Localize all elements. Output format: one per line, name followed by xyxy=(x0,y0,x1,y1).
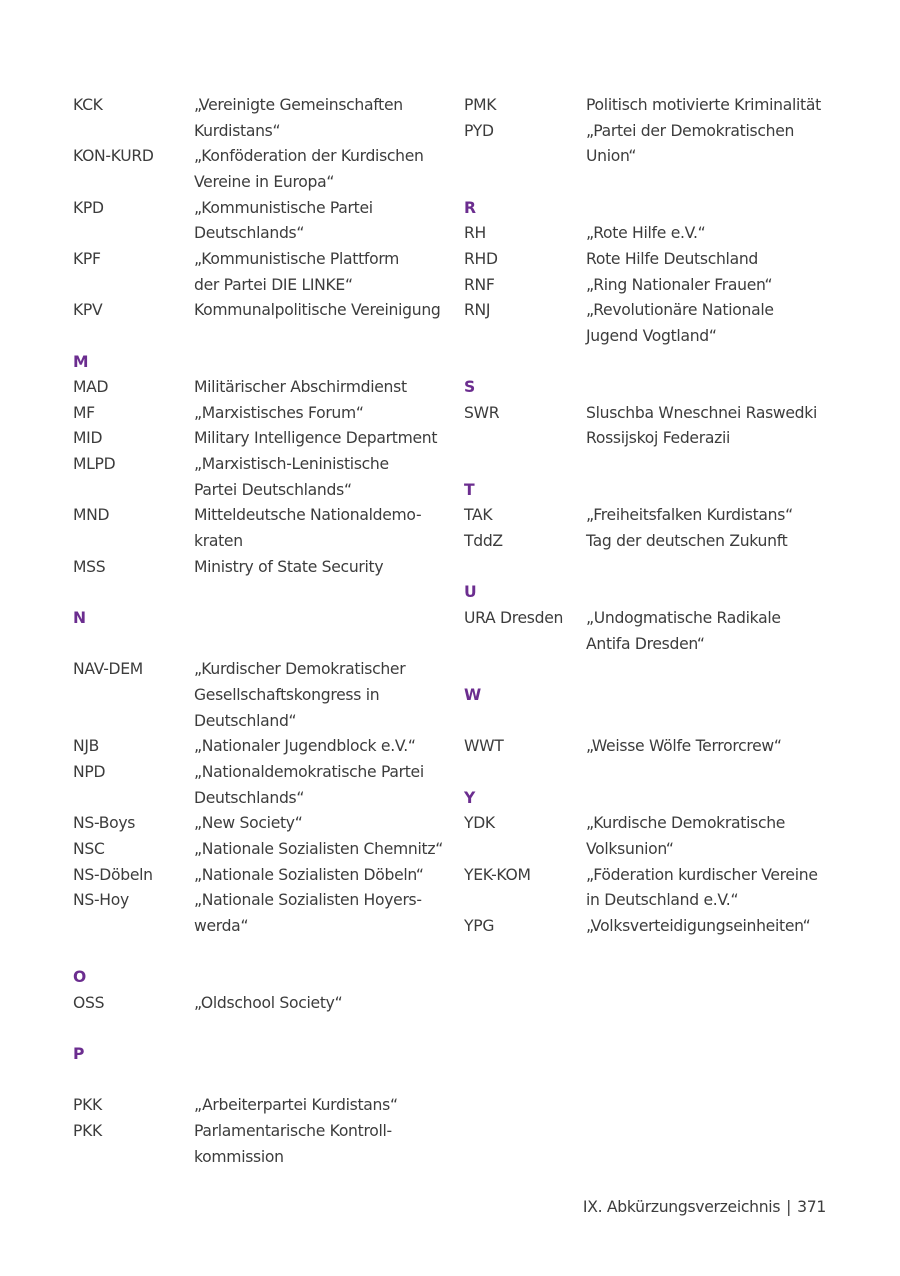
definition xyxy=(194,247,399,298)
definition xyxy=(586,221,705,247)
definition xyxy=(586,119,794,170)
definition-line: „Weisse Wölfe Terrorcrew“ xyxy=(586,737,782,756)
definition-line: „Vereinigte Gemeinschaften xyxy=(194,96,403,114)
section-letter: R xyxy=(464,198,476,217)
definition-line: „Nationale Sozialisten Chemnitz“ xyxy=(194,839,444,858)
abbreviation: PKK xyxy=(73,1122,102,1140)
definition-line: „New Society“ xyxy=(194,814,303,833)
abbreviation: WWT xyxy=(464,737,504,756)
definition-line: „Kurdische Demokratische xyxy=(586,814,786,833)
definition xyxy=(586,863,818,914)
abbreviation: NPD xyxy=(73,762,106,781)
abbreviation: PYD xyxy=(464,121,494,140)
definition-line: „Föderation kurdischer Vereine xyxy=(586,865,818,884)
definition xyxy=(586,401,817,452)
definition-line: kraten xyxy=(194,532,243,551)
definition-line: Vereine in Europa“ xyxy=(194,172,335,191)
definition xyxy=(194,657,405,734)
abbreviation: PKK xyxy=(73,1096,102,1115)
abbreviation: NSC xyxy=(73,839,105,858)
abbreviation: KPV xyxy=(73,301,103,320)
definition xyxy=(586,811,785,862)
definition-line: „Nationaldemokratische Partei xyxy=(194,762,424,781)
definition-line: Military Intelligence Department xyxy=(194,429,438,448)
definition-line: „Kurdischer Demokratischer xyxy=(194,660,406,679)
abbreviation: NS-Döbeln xyxy=(73,865,153,884)
section-letter: O xyxy=(73,968,86,987)
definition-line: „Nationaler Jugendblock e.V.“ xyxy=(194,737,416,756)
abbreviation: KPD xyxy=(73,198,104,217)
definition xyxy=(586,529,787,555)
definition-line: Deutschlands“ xyxy=(194,224,305,243)
section-letter: N xyxy=(73,609,86,627)
abbreviation: NJB xyxy=(73,737,100,756)
section-letter: Y xyxy=(464,788,475,807)
abbreviation: NAV-DEM xyxy=(73,660,143,679)
definition xyxy=(194,1119,392,1170)
definition-line: Antifa Dresden“ xyxy=(586,634,705,653)
abbreviation: NS-Hoy xyxy=(73,891,129,910)
abbreviation: URA Dresden xyxy=(464,609,564,627)
section-letter: T xyxy=(464,480,475,499)
definition xyxy=(194,991,342,1017)
definition xyxy=(194,760,424,811)
definition-line: „Volksverteidigungseinheiten“ xyxy=(586,916,811,935)
definition-line: „Nationale Sozialisten Hoyers- xyxy=(194,891,422,910)
abbreviation: TddZ xyxy=(464,532,503,551)
definition-line: Kommunalpolitische Vereinigung xyxy=(194,301,441,320)
definition-line: „Marxistisches Forum“ xyxy=(194,403,364,422)
abbreviation: KON-KURD xyxy=(73,147,154,166)
abbreviation: NS-Boys xyxy=(73,814,136,833)
page-footer xyxy=(583,1198,826,1216)
definition xyxy=(194,144,424,195)
abbreviation: RHD xyxy=(464,249,498,268)
abbreviation: MAD xyxy=(73,378,109,397)
definition xyxy=(194,1093,398,1119)
abbreviation: YDK xyxy=(464,814,495,833)
definition-line: Volksunion“ xyxy=(586,839,674,858)
definition-line: „Oldschool Society“ xyxy=(194,993,343,1012)
page-number: 371 xyxy=(797,1198,826,1216)
definition-line: in Deutschland e.V.“ xyxy=(586,891,739,910)
definition-line: Parlamentarische Kontroll- xyxy=(194,1122,392,1140)
abbreviation: TAK xyxy=(464,506,493,525)
abbreviation: RNF xyxy=(464,275,495,294)
definition xyxy=(194,863,424,889)
definition xyxy=(194,503,421,554)
definition-line: Gesellschaftskongress in xyxy=(194,685,380,704)
abbreviation: SWR xyxy=(464,403,500,422)
definition xyxy=(194,426,437,452)
definition-line: kommission xyxy=(194,1147,284,1166)
definition-line: Tag der deutschen Zukunft xyxy=(586,532,788,551)
section-letter: S xyxy=(464,378,475,397)
definition-line: Jugend Vogtland“ xyxy=(586,326,717,345)
definition-line: Partei Deutschlands“ xyxy=(194,480,352,499)
definition xyxy=(194,452,389,503)
definition-line: „Marxistisch-Leninistische xyxy=(194,455,389,474)
definition xyxy=(194,375,407,401)
definition-line: Sluschba Wneschnei Raswedki xyxy=(586,403,818,422)
definition-line: Mitteldeutsche Nationaldemo- xyxy=(194,506,422,525)
definition-line: Deutschland“ xyxy=(194,711,297,730)
definition-line: „Rote Hilfe e.V.“ xyxy=(586,224,706,243)
definition-line: „Revolutionäre Nationale xyxy=(586,301,774,320)
abbreviation: MLPD xyxy=(73,455,116,474)
definition xyxy=(194,888,422,939)
definition-line: „Konföderation der Kurdischen xyxy=(194,147,424,166)
definition xyxy=(194,837,443,863)
abbreviation: MSS xyxy=(73,557,106,576)
definition xyxy=(194,401,364,427)
definition xyxy=(586,298,774,349)
definition-line: werda“ xyxy=(194,916,249,935)
definition-line: Union“ xyxy=(586,147,637,166)
definition-line: der Partei DIE LINKE“ xyxy=(194,275,353,294)
definition-line: Rote Hilfe Deutschland xyxy=(586,249,759,268)
definition xyxy=(194,298,441,324)
definition xyxy=(586,273,772,299)
definition-line: „Kommunistische Partei xyxy=(194,198,373,217)
abbreviation: KCK xyxy=(73,96,103,114)
definition xyxy=(586,93,821,119)
section-letter: M xyxy=(73,352,89,371)
abbreviation: RNJ xyxy=(464,301,491,320)
abbreviation: OSS xyxy=(73,993,105,1012)
definition xyxy=(586,734,782,760)
definition-line: Ministry of State Security xyxy=(194,557,384,576)
definition-line: „Ring Nationaler Frauen“ xyxy=(586,275,773,294)
definition xyxy=(586,914,810,940)
definition xyxy=(194,196,373,247)
abbreviation: MF xyxy=(73,403,95,422)
abbreviation: MID xyxy=(73,429,103,448)
definition xyxy=(586,247,758,273)
definition xyxy=(194,555,383,581)
definition-line: „Freiheitsfalken Kurdistans“ xyxy=(586,506,793,525)
definition-line: Rossijskoj Federazii xyxy=(586,429,731,448)
definition-line: „Arbeiterpartei Kurdistans“ xyxy=(194,1096,398,1115)
definition-line: „Kommunistische Plattform xyxy=(194,249,400,268)
abbreviation: PMK xyxy=(464,96,497,114)
definition xyxy=(194,811,303,837)
definition xyxy=(194,93,403,144)
chapter-title: IX. Abkürzungsverzeichnis xyxy=(582,1198,781,1216)
abbreviation: RH xyxy=(464,224,486,243)
section-letter: W xyxy=(464,685,481,704)
definition-line: „Nationale Sozialisten Döbeln“ xyxy=(194,865,424,884)
definition xyxy=(586,606,781,657)
section-letter: U xyxy=(464,583,477,602)
abbreviation: MND xyxy=(73,506,110,525)
abbreviation: YEK-KOM xyxy=(464,865,531,884)
definition-line: „Partei der Demokratischen xyxy=(586,121,795,140)
abbreviation: YPG xyxy=(464,916,495,935)
definition xyxy=(586,503,793,529)
definition-line: „Undogmatische Radikale xyxy=(586,609,781,627)
section-letter: P xyxy=(73,1045,85,1064)
definition-line: Deutschlands“ xyxy=(194,788,305,807)
definition-line: Militärischer Abschirmdienst xyxy=(194,378,407,397)
definition-line: Kurdistans“ xyxy=(194,121,281,140)
abbreviation: KPF xyxy=(73,249,101,268)
definition-line: Politisch motivierte Kriminalität xyxy=(586,96,821,114)
definition xyxy=(194,734,416,760)
footer-separator: | xyxy=(786,1198,792,1216)
